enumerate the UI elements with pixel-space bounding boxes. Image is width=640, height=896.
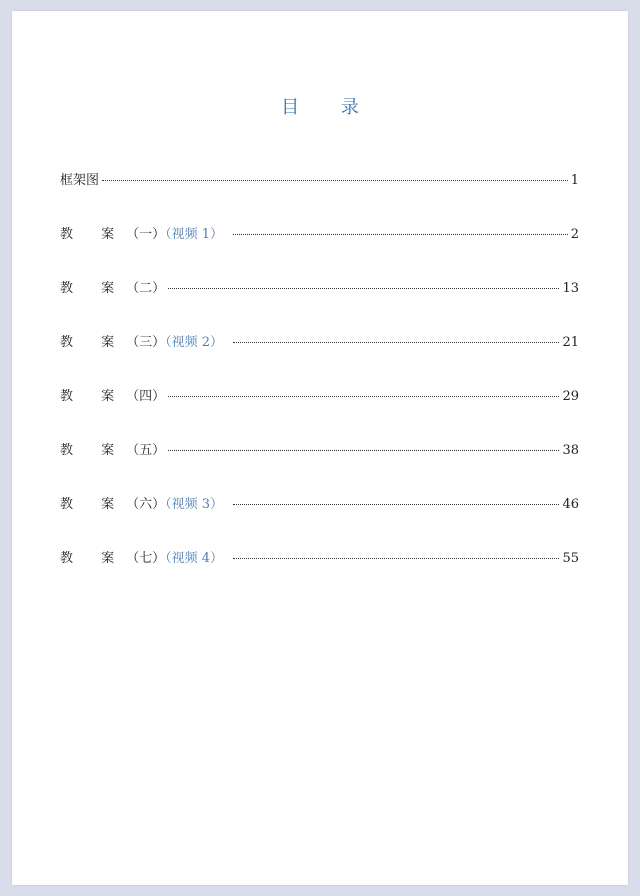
toc-entry-number: （三） — [126, 335, 166, 350]
toc-leader-dots — [168, 396, 559, 397]
toc-entry-label — [60, 493, 230, 512]
toc-list — [60, 169, 579, 601]
toc-entry-label — [60, 439, 165, 458]
toc-entry-framework[interactable] — [60, 169, 579, 223]
toc-entry-title: 教 案 — [60, 497, 127, 512]
toc-leader-dots — [233, 504, 559, 505]
toc-entry-lesson-4[interactable] — [60, 385, 579, 439]
toc-title: 目 录 — [281, 97, 377, 118]
toc-entry-video-link[interactable]: （视频 1） — [165, 227, 224, 242]
toc-leader-dots — [102, 180, 568, 181]
toc-entry-lesson-3[interactable] — [60, 331, 579, 385]
toc-entry-label — [60, 223, 230, 242]
toc-entry-number: （一） — [126, 227, 166, 242]
toc-entry-title: 框架图 — [60, 173, 100, 188]
toc-entry-page-number: 38 — [562, 443, 579, 458]
toc-entry-page-number: 46 — [562, 497, 579, 512]
toc-entry-title: 教 案 — [60, 227, 127, 242]
toc-entry-video-link[interactable]: （视频 2） — [165, 335, 224, 350]
toc-entry-lesson-7[interactable] — [60, 547, 579, 601]
toc-entry-page-number: 55 — [562, 551, 579, 566]
toc-entry-title: 教 案 — [60, 443, 127, 458]
toc-entry-number: （二） — [126, 281, 166, 296]
toc-leader-dots — [168, 288, 559, 289]
toc-entry-title: 教 案 — [60, 551, 127, 566]
toc-entry-title: 教 案 — [60, 389, 127, 404]
toc-entry-label — [60, 547, 230, 566]
toc-entry-title: 教 案 — [60, 335, 127, 350]
toc-entry-video-link[interactable]: （视频 3） — [165, 497, 224, 512]
toc-entry-lesson-1[interactable] — [60, 223, 579, 277]
toc-entry-page-number: 1 — [570, 173, 579, 188]
toc-entry-number: （七） — [126, 551, 166, 566]
toc-entry-page-number: 13 — [562, 281, 579, 296]
toc-entry-page-number: 2 — [570, 227, 579, 242]
toc-entry-video-link[interactable]: （视频 4） — [165, 551, 224, 566]
toc-entry-lesson-6[interactable] — [60, 493, 579, 547]
toc-entry-label — [60, 277, 165, 296]
toc-entry-title: 教 案 — [60, 281, 127, 296]
toc-entry-label — [60, 331, 230, 350]
toc-leader-dots — [233, 342, 559, 343]
toc-entry-page-number: 21 — [562, 335, 579, 350]
toc-entry-label — [60, 385, 165, 404]
toc-leader-dots — [233, 558, 559, 559]
toc-leader-dots — [168, 450, 559, 451]
toc-entry-number: （六） — [126, 497, 166, 512]
toc-entry-number: （五） — [126, 443, 166, 458]
toc-entry-lesson-5[interactable] — [60, 439, 579, 493]
document-page — [12, 11, 628, 885]
toc-entry-label — [60, 169, 99, 188]
toc-entry-page-number: 29 — [562, 389, 579, 404]
toc-leader-dots — [233, 234, 568, 235]
toc-entry-lesson-2[interactable] — [60, 277, 579, 331]
toc-entry-number: （四） — [126, 389, 166, 404]
